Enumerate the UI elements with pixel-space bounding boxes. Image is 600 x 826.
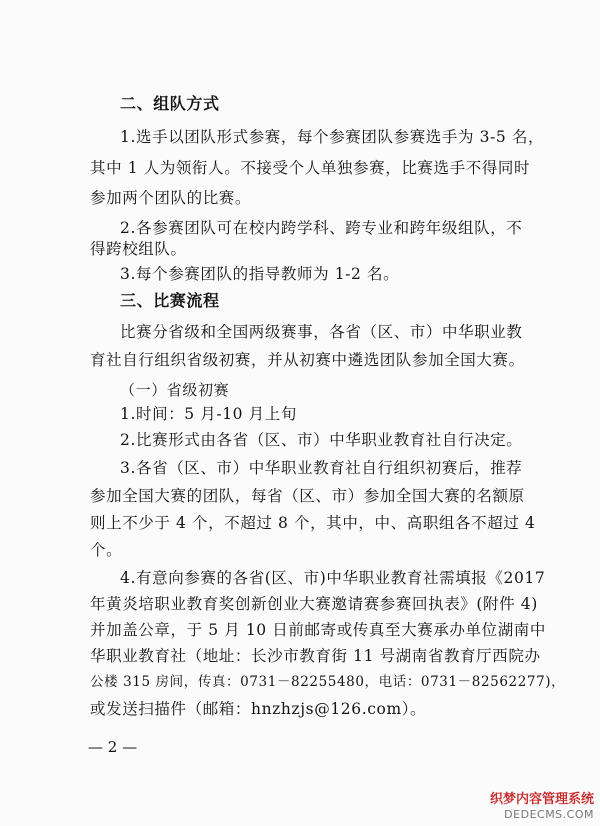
s2-p3-line1: 3.每个参赛团队的指导教师为 1-2 名。 bbox=[120, 265, 400, 283]
s3-item3-line3: 则上不少于 4 个，不超过 8 个，其中，中、高职组各不超过 4 bbox=[90, 514, 536, 532]
site-watermark bbox=[470, 792, 594, 822]
s2-p2-line2: 得跨校组队。 bbox=[90, 240, 187, 258]
s3-item3-line2: 参加全国大赛的团队，每省（区、市）参加全国大赛的名额原 bbox=[90, 487, 525, 505]
s3-item4-line6: 或发送扫描件（邮箱：hnzhzjs@126.com）。 bbox=[90, 700, 427, 718]
s3-item4-line2: 年黄炎培职业教育奖创新创业大赛邀请赛参赛回执表》(附件 4) bbox=[90, 595, 538, 613]
page-number: — 2 — bbox=[88, 738, 138, 756]
s3-item4-line4: 华职业教育社（地址：长沙市教育街 11 号湖南省教育厅西院办 bbox=[90, 647, 541, 665]
watermark-domain: DEDECMS.COM bbox=[504, 808, 594, 821]
s2-p2-line1: 2.各参赛团队可在校内跨学科、跨专业和跨年级组队，不 bbox=[120, 219, 523, 237]
s3-subheading: （一）省级初赛 bbox=[120, 381, 230, 399]
section-2-heading: 二、组队方式 bbox=[120, 94, 220, 113]
s3-item2: 2.比赛形式由各省（区、市）中华职业教育社自行决定。 bbox=[120, 431, 523, 449]
s3-item3-line1: 3.各省（区、市）中华职业教育社自行组织初赛后，推荐 bbox=[120, 459, 523, 477]
s2-p1-line1: 1.选手以团队形式参赛，每个参赛团队参赛选手为 3-5 名， bbox=[120, 128, 545, 146]
s3-item1: 1.时间：5 月-10 月上旬 bbox=[120, 405, 297, 423]
s3-intro-line1: 比赛分省级和全国两级赛事，各省（区、市）中华职业教 bbox=[120, 323, 523, 341]
s3-item4-line1: 4.有意向参赛的各省(区、市)中华职业教育社需填报《2017 bbox=[120, 569, 546, 587]
s3-item4-line5: 公楼 315 房间，传真：0731－82255480，电话：0731－82562277)， bbox=[90, 674, 566, 690]
watermark-title: 织梦内容管理系统 bbox=[489, 792, 594, 807]
section-3-heading: 三、比赛流程 bbox=[120, 291, 220, 310]
s2-p1-line3: 参加两个团队的比赛。 bbox=[90, 189, 252, 207]
s3-item4-line3: 并加盖公章，于 5 月 10 日前邮寄或传真至大赛承办单位湖南中 bbox=[90, 621, 546, 639]
s3-intro-line2: 育社自行组织省级初赛，并从初赛中遴选团队参加全国大赛。 bbox=[90, 351, 525, 369]
s2-p1-line2: 其中 1 人为领衔人。不接受个人单独参赛，比赛选手不得同时 bbox=[90, 159, 531, 177]
s3-item3-line4: 个。 bbox=[90, 541, 123, 559]
